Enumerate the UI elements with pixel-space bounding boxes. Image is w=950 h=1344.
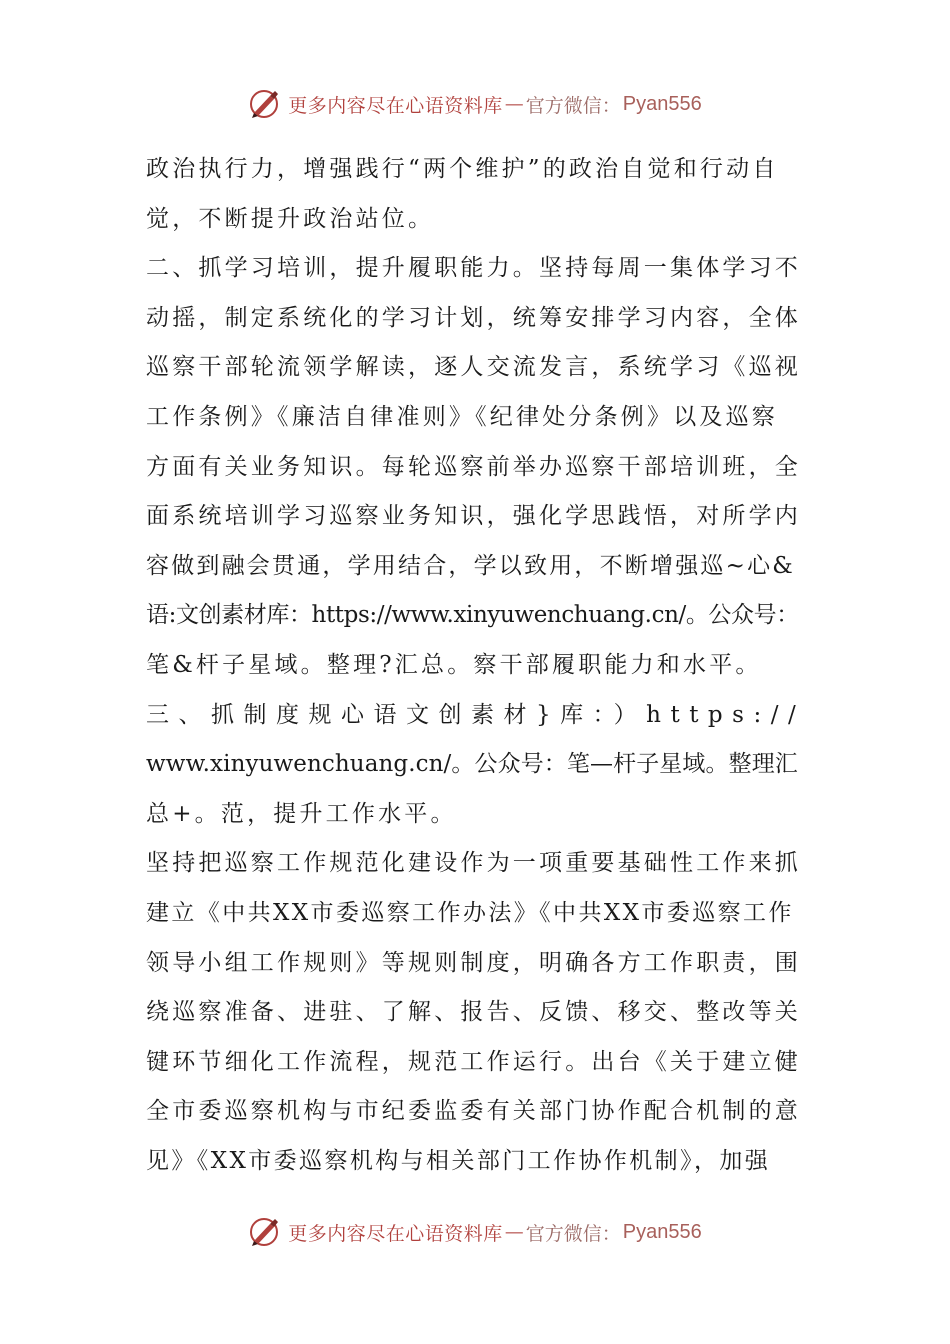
- text-line: 面系统培训学习巡察业务知识，强化学思践悟，对所学内: [146, 503, 801, 530]
- banner-sub-text: 官方微信：: [525, 94, 621, 117]
- text-line: 坚持把巡察工作规范化建设作为一项重要基础性工作来抓: [146, 850, 801, 877]
- text-line: 巡察干部轮流领学解读，逐人交流发言，系统学习《巡视: [146, 354, 801, 381]
- footer-watermark-banner: [0, 1212, 950, 1252]
- header-watermark-banner: [0, 84, 950, 124]
- text-line-url: 语:文创素材库：https://www.xinyuwenchuang.cn/。公众号：: [146, 602, 799, 629]
- banner-wechat-id: Pyan556: [622, 92, 702, 115]
- text-line-url: www.xinyuwenchuang.cn/。公众号：笔—杆子星域。整理汇: [146, 751, 798, 778]
- text-line: 方面有关业务知识。每轮巡察前举办巡察干部培训班，全: [146, 453, 801, 480]
- section-heading-line: 三、抓制度规心语文创素材}库：）https://: [146, 701, 806, 728]
- text-line: 容做到融会贯通，学用结合，学以致用，不断增强巡~心&: [146, 552, 795, 579]
- banner-main-text: 更多内容尽在心语资料库: [288, 94, 503, 117]
- text-line: 建立《中共XX市委巡察工作办法》《中共XX市委巡察工作: [146, 899, 794, 926]
- banner-wechat-id: Pyan556: [622, 1220, 702, 1243]
- text-line: 键环节细化工作流程，规范工作运行。出台《关于建立健: [146, 1048, 801, 1075]
- text-line: 政治执行力，增强践行“两个维护”的政治自觉和行动自: [146, 156, 779, 182]
- text-line: 见》《XX市委巡察机构与相关部门工作协作机制》，加强: [146, 1147, 771, 1174]
- banner-dash: —: [504, 93, 524, 115]
- section-heading-line: 二、抓学习培训，提升履职能力。坚持每周一集体学习不: [146, 255, 801, 282]
- pen-logo-icon: [248, 1215, 282, 1249]
- text-line: 笔&杆子星域。整理?汇总。察干部履职能力和水平。: [146, 651, 762, 678]
- text-line: 全市委巡察机构与市纪委监委有关部门协作配合机制的意: [146, 1098, 801, 1125]
- text-line: 觉，不断提升政治站位。: [146, 205, 435, 232]
- text-line: 绕巡察准备、进驻、了解、报告、反馈、移交、整改等关: [146, 999, 801, 1026]
- text-line: 总+。范，提升工作水平。: [146, 800, 457, 827]
- text-line: 领导小组工作规则》等规则制度，明确各方工作职责，围: [146, 949, 801, 976]
- banner-sub-text: 官方微信：: [525, 1222, 621, 1245]
- text-line: 工作条例》《廉洁自律准则》《纪律处分条例》以及巡察: [146, 403, 778, 430]
- pen-logo-icon: [248, 87, 282, 121]
- banner-dash: —: [504, 1221, 524, 1243]
- banner-main-text: 更多内容尽在心语资料库: [288, 1222, 503, 1245]
- text-line: 动摇，制定系统化的学习计划，统筹安排学习内容，全体: [146, 304, 801, 331]
- document-body: [146, 145, 806, 1186]
